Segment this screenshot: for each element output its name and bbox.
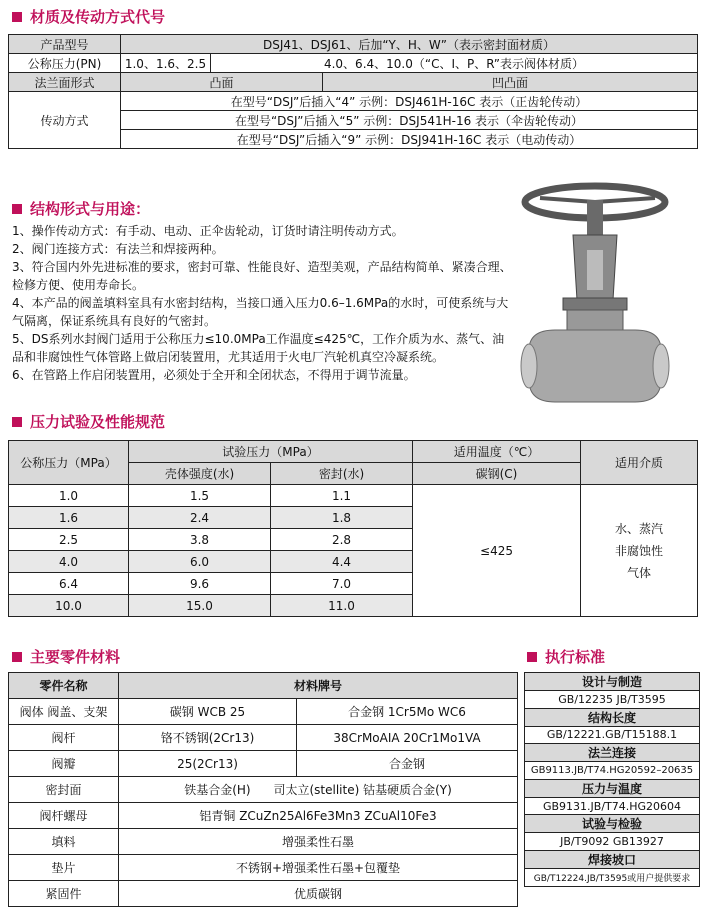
parts-materials-table — [8, 672, 518, 907]
shell-cell: 15.0 — [129, 595, 271, 617]
header-media: 适用介质 — [581, 441, 698, 485]
seal-cell: 1.1 — [271, 485, 413, 507]
part-name: 阀瓣 — [9, 751, 119, 777]
note-4: 4、本产品的阀盖填料室具有水密封结构，当接口通入压力0.6–1.6MPa的水时，可使系统与大气隔离，保证系统具有良好的气密封。 — [12, 296, 509, 328]
standard-header: 试验与检验 — [525, 815, 700, 833]
bullet-square-icon — [12, 12, 22, 22]
material-a: 碳钢 WCB 25 — [119, 699, 297, 725]
standard-value: GB/12221.GB/T15188.1 — [525, 726, 700, 744]
pn-cell: 4.0 — [9, 551, 129, 573]
part-name: 垫片 — [9, 855, 119, 881]
material-b: 合金钢 1Cr5Mo WC6 — [297, 699, 518, 725]
standard-value: GB9131.JB/T74.HG20604 — [525, 797, 700, 815]
bullet-square-icon — [12, 417, 22, 427]
material-a: 25(2Cr13) — [119, 751, 297, 777]
drive-line-3: 在型号“DSJ”后插入“9” 示例：DSJ941H-16C 表示（电动传动） — [121, 130, 698, 149]
pn-cell: 10.0 — [9, 595, 129, 617]
seal-cell: 11.0 — [271, 595, 413, 617]
material-b: 合金钢 — [297, 751, 518, 777]
note-5: 5、DS系列水封阀门适用于公称压力≤10.0MPa工作温度≤425℃，工作介质为水、蒸气、油品和非腐蚀性气体管路上做启闭装置用，尤其适用于火电厂汽轮机真空冷凝系统。 — [12, 332, 505, 364]
drive-line-2: 在型号“DSJ”后插入“5” 示例：DSJ541H-16 表示（伞齿轮传动） — [121, 111, 698, 130]
pn-cell: 2.5 — [9, 529, 129, 551]
standard-header: 压力与温度 — [525, 779, 700, 797]
header-shell: 壳体强度(水) — [129, 463, 271, 485]
header-nominal-pressure: 公称压力（MPa） — [9, 441, 129, 485]
note-1: 1、操作传动方式：有手动、电动、正伞齿轮动，订货时请注明传动方式。 — [12, 224, 404, 238]
value-pressure-a: 1.0、1.6、2.5 — [121, 54, 211, 73]
seal-cell: 1.8 — [271, 507, 413, 529]
shell-cell: 3.8 — [129, 529, 271, 551]
value-flange-b: 凹凸面 — [323, 73, 698, 92]
header-part-name: 零件名称 — [9, 673, 119, 699]
seal-cell: 4.4 — [271, 551, 413, 573]
material-wide: 铁基合金(H) 司太立(stellite) 钴基硬质合金(Y) — [119, 777, 518, 803]
label-product-model: 产品型号 — [9, 35, 121, 54]
bullet-square-icon — [12, 652, 22, 662]
pn-cell: 6.4 — [9, 573, 129, 595]
material-a: 铬不锈钢(2Cr13) — [119, 725, 297, 751]
label-drive-mode: 传动方式 — [9, 92, 121, 149]
globe-valve-image — [515, 180, 700, 410]
standards-table — [524, 672, 700, 887]
section-title-parts: 主要零件材料 — [12, 646, 120, 667]
part-name: 阀杆 — [9, 725, 119, 751]
seal-cell: 7.0 — [271, 573, 413, 595]
pn-cell: 1.0 — [9, 485, 129, 507]
part-name: 阀杆螺母 — [9, 803, 119, 829]
note-6: 6、在管路上作启闭装置用，必须处于全开和全闭状态，不得用于调节流量。 — [12, 368, 416, 382]
section-title-standards: 执行标准 — [527, 646, 605, 667]
part-name: 紧固件 — [9, 881, 119, 907]
standard-header: 法兰连接 — [525, 744, 700, 762]
value-flange-a: 凸面 — [121, 73, 323, 92]
media-cell: 水、蒸汽 非腐蚀性 气体 — [581, 485, 698, 617]
seal-cell: 2.8 — [271, 529, 413, 551]
material-wide: 增强柔性石墨 — [119, 829, 518, 855]
standard-value: GB9113.JB/T74.HG20592–20635 — [525, 762, 700, 780]
standard-header: 设计与制造 — [525, 673, 700, 691]
shell-cell: 6.0 — [129, 551, 271, 573]
part-name: 阀体 阀盖、支架 — [9, 699, 119, 725]
header-test-pressure: 试验压力（MPa） — [129, 441, 413, 463]
standard-value: GB/T12224.JB/T3595或用户提供要求 — [525, 868, 700, 886]
header-carbon-steel: 碳钢(C) — [413, 463, 581, 485]
section-title-pressure: 压力试验及性能规范 — [12, 411, 165, 432]
pressure-table — [8, 440, 698, 617]
material-wide: 优质碳钢 — [119, 881, 518, 907]
label-flange-face: 法兰面形式 — [9, 73, 121, 92]
section-title-materials: 材质及传动方式代号 — [12, 6, 165, 27]
temp-cell: ≤425 — [413, 485, 581, 617]
note-2: 2、阀门连接方式：有法兰和焊接两种。 — [12, 242, 224, 256]
standard-header: 焊接坡口 — [525, 850, 700, 868]
standard-header: 结构长度 — [525, 708, 700, 726]
bullet-square-icon — [12, 204, 22, 214]
note-3: 3、符合国内外先进标准的要求，密封可靠、性能良好、造型美观，产品结构简单、紧凑合理、检修方便、使用寿命长。 — [12, 260, 512, 292]
value-pressure-b: 4.0、6.4、10.0（“C、I、P、R”表示阀体材质） — [211, 54, 698, 73]
pn-cell: 1.6 — [9, 507, 129, 529]
shell-cell: 1.5 — [129, 485, 271, 507]
bullet-square-icon — [527, 652, 537, 662]
part-name: 填料 — [9, 829, 119, 855]
header-material-grade: 材料牌号 — [119, 673, 518, 699]
material-b: 38CrMoAIA 20Cr1Mo1VA — [297, 725, 518, 751]
header-temp: 适用温度（℃） — [413, 441, 581, 463]
section-title-structure: 结构形式与用途： — [12, 198, 150, 219]
standard-value: JB/T9092 GB13927 — [525, 833, 700, 851]
materials-table — [8, 34, 698, 149]
shell-cell: 2.4 — [129, 507, 271, 529]
material-wide: 不锈钢+增强柔性石墨+包覆垫 — [119, 855, 518, 881]
shell-cell: 9.6 — [129, 573, 271, 595]
label-nominal-pressure: 公称压力(PN) — [9, 54, 121, 73]
header-seal: 密封(水) — [271, 463, 413, 485]
value-product-model: DSJ41、DSJ61、后加“Y、H、W”（表示密封面材质） — [121, 35, 698, 54]
material-wide: 铝青铜 ZCuZn25Al6Fe3Mn3 ZCuAl10Fe3 — [119, 803, 518, 829]
part-name: 密封面 — [9, 777, 119, 803]
standard-value: GB/12235 JB/T3595 — [525, 691, 700, 709]
drive-line-1: 在型号“DSJ”后插入“4” 示例：DSJ461H-16C 表示（正齿轮传动） — [121, 92, 698, 111]
structure-notes — [12, 222, 512, 384]
